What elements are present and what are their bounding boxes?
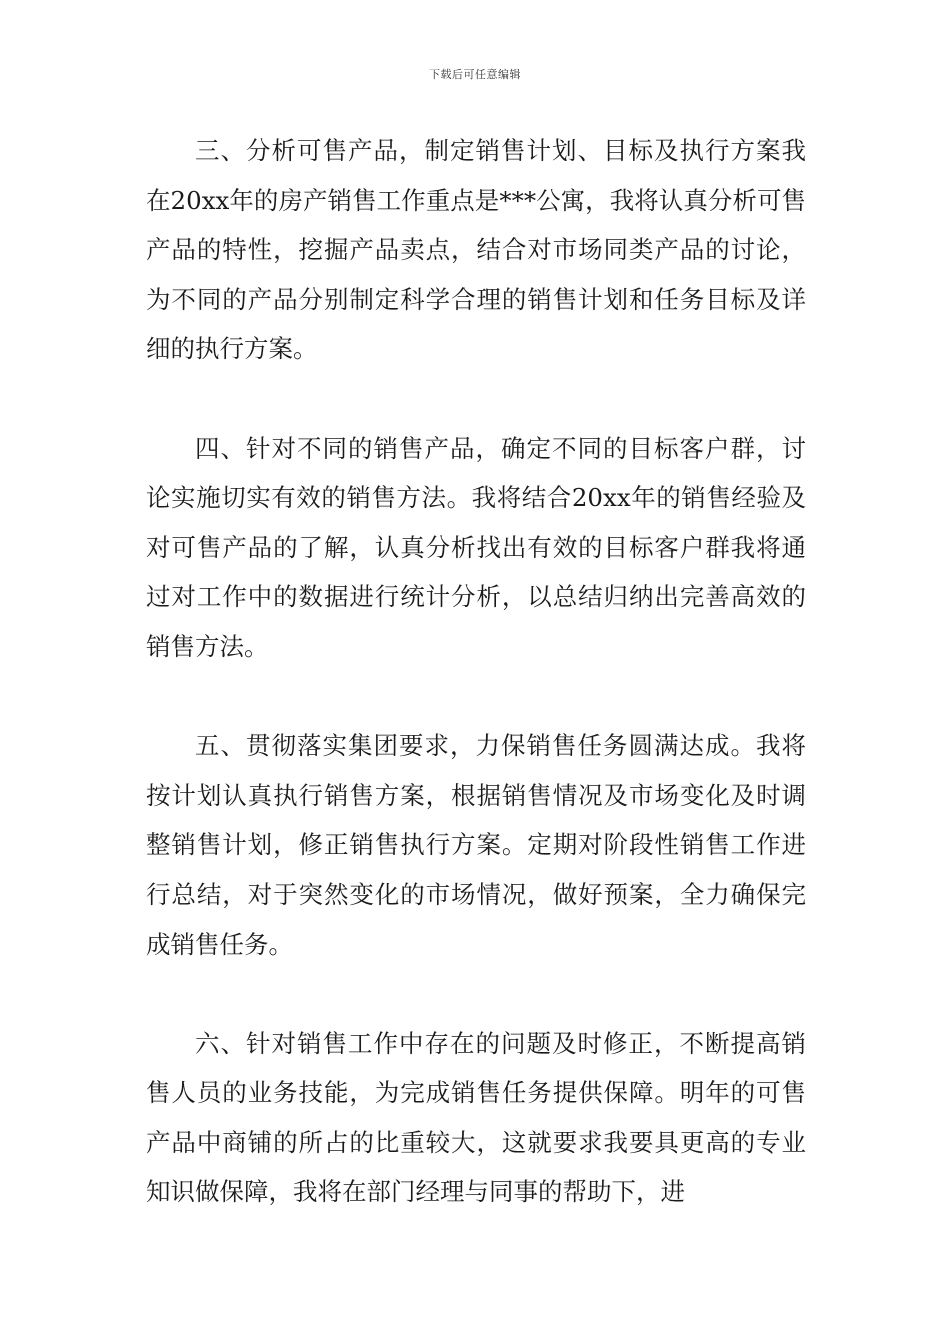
paragraph-six: 六、针对销售工作中存在的问题及时修正，不断提高销售人员的业务技能，为完成销售任务提供保障。明年的可售产品中商铺的所占的比重较大，这就要求我要具更高的专业知识做保障，我将在部门经理与同事的帮助下，进 <box>146 1028 806 1207</box>
document-body <box>146 126 806 1217</box>
paragraph-four: 四、针对不同的销售产品，确定不同的目标客户群，讨论实施切实有效的销售方法。我将结合20xx年的销售经验及对可售产品的了解，认真分析找出有效的目标客户群我将通过对工作中的数据进行统计分析，以总结归纳出完善高效的销售方法。 <box>146 433 806 661</box>
paragraph-five: 五、贯彻落实集团要求，力保销售任务圆满达成。我将按计划认真执行销售方案，根据销售情况及市场变化及时调整销售计划，修正销售执行方案。定期对阶段性销售工作进行总结，对于突然变化的市场情况，做好预案，全力确保完成销售任务。 <box>146 731 806 959</box>
header-note: 下载后可任意编辑 <box>429 68 521 81</box>
paragraph-three: 三、分析可售产品，制定销售计划、目标及执行方案我在20xx年的房产销售工作重点是***公寓，我将认真分析可售产品的特性，挖掘产品卖点，结合对市场同类产品的讨论，为不同的产品分别制定科学合理的销售计划和任务目标及详细的执行方案。 <box>146 136 806 364</box>
